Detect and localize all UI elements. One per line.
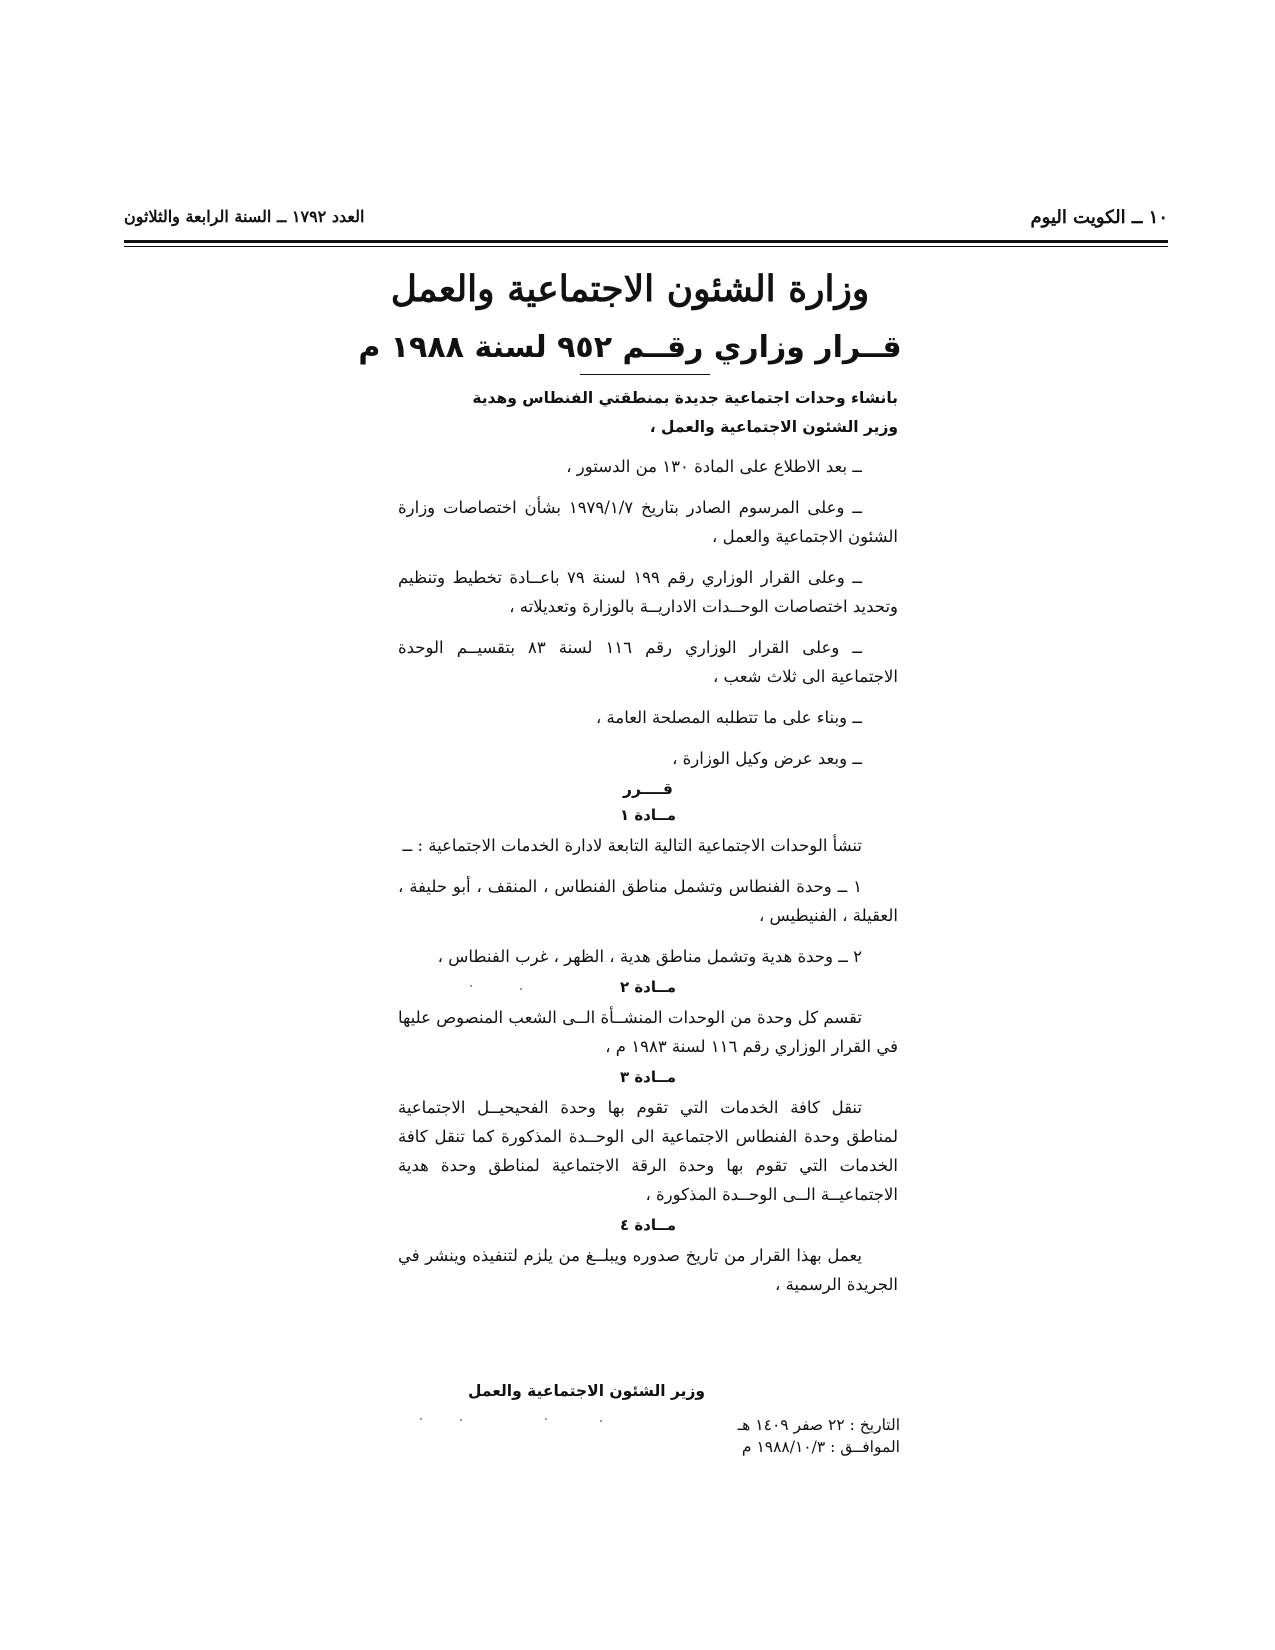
decides-heading: قــــرر bbox=[623, 780, 673, 798]
page-number-and-gazette-name: ١٠ ــ الكويت اليوم bbox=[1030, 207, 1168, 228]
article-heading: مــادة ٤ bbox=[619, 1216, 677, 1234]
ministry-name: وزارة الشئون الاجتماعية والعمل bbox=[390, 268, 870, 310]
article-paragraph: تقسم كل وحدة من الوحدات المنشــأة الــى الشعب المنصوص عليها في القرار الوزاري رقم ١١٦ لسنة ١٩٨٣ م ، bbox=[398, 1008, 898, 1056]
article-heading: مــادة ٣ bbox=[619, 1068, 677, 1086]
preamble-item: ــ وعلى القرار الوزاري رقم ١١٦ لسنة ٨٣ بتقسيــم الوحدة الاجتماعية الى ثلاث شعب ، bbox=[398, 638, 898, 686]
preamble-item: ــ بعد الاطلاع على المادة ١٣٠ من الدستور ، bbox=[566, 457, 862, 476]
preamble-item: ــ وعلى القرار الوزاري رقم ١٩٩ لسنة ٧٩ باعــادة تخطيط وتنظيم وتحديد اختصاصات الوحــدات الاداريــة بالوزارة وتعديلاته ، bbox=[398, 568, 898, 616]
header-rule-thin bbox=[124, 246, 1168, 247]
issue-and-year: العدد ١٧٩٢ ــ السنة الرابعة والثلاثون bbox=[124, 207, 365, 226]
title-divider bbox=[580, 374, 710, 375]
article-heading: مــادة ٢ bbox=[619, 978, 677, 996]
preamble-item: ــ وبعد عرض وكيل الوزارة ، bbox=[672, 749, 862, 768]
minister-signature: وزير الشئون الاجتماعية والعمل bbox=[467, 1382, 705, 1400]
gregorian-date: الموافــق : ١٩٨٨/١٠/٣ م bbox=[741, 1438, 900, 1456]
scan-speck bbox=[520, 988, 522, 990]
scan-speck bbox=[460, 1419, 462, 1421]
scan-speck bbox=[420, 1418, 422, 1420]
decree-dates bbox=[640, 1414, 900, 1458]
running-header bbox=[124, 203, 1168, 233]
scan-speck bbox=[600, 1420, 602, 1422]
header-rule bbox=[124, 240, 1168, 243]
article-paragraph: ٢ ــ وحدة هدية وتشمل مناطق هدية ، الظهر ، غرب الفنطاس ، bbox=[437, 947, 862, 966]
article-paragraph: تنشأ الوحدات الاجتماعية التالية التابعة لادارة الخدمات الاجتماعية : ــ bbox=[402, 836, 862, 855]
scan-speck bbox=[470, 985, 472, 987]
decree-title: قــرار وزاري رقــم ٩٥٢ لسنة ١٩٨٨ م bbox=[358, 330, 902, 365]
decree-subject: بانشاء وحدات اجتماعية جديدة بمنطقتي الفنطاس وهدية وزير الشئون الاجتماعية والعمل ، bbox=[472, 389, 898, 436]
article-paragraph: ١ ــ وحدة الفنطاس وتشمل مناطق الفنطاس ، المنقف ، أبو حليفة ، العقيلة ، الفنيطيس ، bbox=[398, 877, 898, 925]
preamble-item: ــ وعلى المرسوم الصادر بتاريخ ١٩٧٩/١/٧ بشأن اختصاصات وزارة الشئون الاجتماعية والعمل ، bbox=[398, 498, 898, 546]
scan-speck bbox=[545, 1418, 547, 1420]
hijri-date: التاريخ : ٢٢ صفر ١٤٠٩ هـ bbox=[737, 1416, 900, 1434]
preamble-item: ــ وبناء على ما تتطلبه المصلحة العامة ، bbox=[595, 708, 862, 727]
article-paragraph: يعمل بهذا القرار من تاريخ صدوره ويبلــغ من يلزم لتنفيذه وينشر في الجريدة الرسمية ، bbox=[398, 1246, 898, 1294]
article-heading: مــادة ١ bbox=[619, 806, 677, 824]
minister-line: وزير الشئون الاجتماعية والعمل ، bbox=[649, 418, 898, 436]
decree-body bbox=[398, 384, 898, 1303]
article-paragraph: تنقل كافة الخدمات التي تقوم بها وحدة الفحيحيــل الاجتماعية لمناطق وحدة الفنطاس الاجتماعية الى الوحــدة المذكورة كما تنقل كافة الخدمات التي تقوم بها وحدة الرقة الاجتماعية لمناطق وحدة هدية الاجتماعيــة الــى الوحــدة المذكورة ، bbox=[398, 1098, 898, 1204]
